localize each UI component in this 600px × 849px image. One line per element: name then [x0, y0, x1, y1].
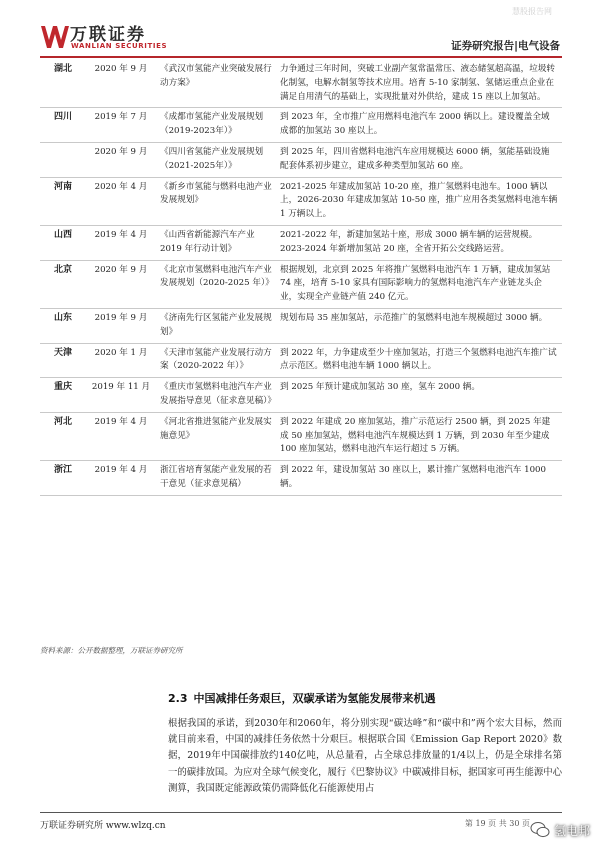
page-number: 第 19 页 共 30 页	[464, 819, 530, 828]
section-number: 2.3	[168, 692, 188, 705]
table-row	[40, 343, 562, 378]
footer-organization: 万联证券研究所 www.wlzq.cn	[40, 821, 166, 831]
wanlian-logo-icon	[40, 22, 70, 50]
goal-cell: 2021-2025 年建成加氢站 10-20 座，推广氢燃料电池车。1000 辆以上，2026-2030 年建成加氢站 10-50 座，推广应用各类氢燃料电池车辆 1 万辆以上。	[276, 177, 562, 225]
date-cell: 2020 年 9 月	[86, 60, 156, 108]
logo-chinese-name: 万联证券	[70, 25, 146, 45]
document-cell: 《北京市氢燃料电池汽车产业发展规划（2020-2025 年）》	[156, 260, 276, 308]
table-row	[40, 60, 562, 108]
hydrogen-policy-table	[40, 60, 562, 496]
goal-cell: 到 2022 年，力争建成至少十座加氢站，打造三个氢燃料电池汽车推广试点示范区。燃料电池车辆 1000 辆以上。	[276, 343, 562, 378]
date-cell: 2020 年 4 月	[86, 177, 156, 225]
goal-cell: 根据规划，北京到 2025 年将推广氢燃料电池汽车 1 万辆，建成加氢站 74 座，培育 5-10 家具有国际影响力的氢燃料电池汽车产业链龙头企业，实现全产业链产值 240 亿元。	[276, 260, 562, 308]
document-cell: 浙江省培育氢能产业发展的若干意见（征求意见稿）	[156, 461, 276, 496]
date-cell: 2019 年 4 月	[86, 412, 156, 460]
table-row	[40, 461, 562, 496]
date-cell: 2019 年 4 月	[86, 461, 156, 496]
watermark-text: 氢电邦	[553, 823, 590, 838]
document-cell: 《天津市氢能产业发展行动方案（2020-2022 年）》	[156, 343, 276, 378]
date-cell: 2019 年 9 月	[86, 308, 156, 343]
goal-cell: 到 2022 年建成 20 座加氢站，推广示范运行 2500 辆，到 2025 年建成 50 座加氢站，燃料电池汽车规模达到 1 万辆，到 2030 年至少建成 100 座加氢站，燃料电池汽车运行超过 5 万辆。	[276, 412, 562, 460]
section-heading	[168, 690, 436, 706]
date-cell: 2020 年 9 月	[86, 260, 156, 308]
date-cell: 2019 年 4 月	[86, 225, 156, 260]
document-cell: 《成都市氢能产业发展规划（2019-2023年）》	[156, 108, 276, 143]
document-cell: 《山西省新能源汽车产业 2019 年行动计划》	[156, 225, 276, 260]
table-row	[40, 108, 562, 143]
table-row	[40, 378, 562, 413]
province-cell: 四川	[40, 108, 86, 143]
table-row	[40, 225, 562, 260]
wechat-icon	[530, 821, 550, 839]
top-watermark: 慧股报告网	[512, 7, 552, 16]
province-cell	[40, 142, 86, 177]
goal-cell: 到 2025 年预计建成加氢站 30 座，氢车 2000 辆。	[276, 378, 562, 413]
page-header	[40, 22, 562, 56]
province-cell: 北京	[40, 260, 86, 308]
date-cell: 2019 年 7 月	[86, 108, 156, 143]
document-cell: 《济南先行区氢能产业发展规划》	[156, 308, 276, 343]
date-cell: 2020 年 9 月	[86, 142, 156, 177]
province-cell: 河北	[40, 412, 86, 460]
province-cell: 湖北	[40, 60, 86, 108]
province-cell: 山东	[40, 308, 86, 343]
table-row	[40, 260, 562, 308]
watermark-badge	[530, 819, 590, 841]
goal-cell: 力争通过三年时间，突破工业副产氢常温常压、液态储氢超高温，垃圾转化制氢，电解水制氢等技术应用。培育 5-10 家制氢、氢储运重点企业在满足自用清气的基础上，实现批量对外供给，建成 15 座以上加氢站。	[276, 60, 562, 108]
province-cell: 山西	[40, 225, 86, 260]
section-body-paragraph: 根据我国的承诺，到2030年和2060年，将分别实现“碳达峰”和“碳中和”两个宏大目标，然而就目前来看，中国的减排任务依然十分艰巨。根据联合国《Emission Gap Report 2020》数据，2019年中国碳排放约140亿吨，从总量看，占全球总排放量的1/4以上，仍是全球排名第一的碳排放国。为应对全球气候变化，履行《巴黎协议》中碳减排目标，据国家可再生能源中心测算，我国既定能源政策仍需降低化石能源使用占	[168, 718, 562, 794]
province-cell: 浙江	[40, 461, 86, 496]
report-type: 证券研究报告|电气设备	[451, 40, 560, 52]
province-cell: 天津	[40, 343, 86, 378]
header-divider	[40, 56, 562, 58]
date-cell: 2019 年 11 月	[86, 378, 156, 413]
province-cell: 重庆	[40, 378, 86, 413]
goal-cell: 到 2022 年，建设加氢站 30 座以上，累计推广氢燃料电池汽车 1000 辆。	[276, 461, 562, 496]
goal-cell: 到 2025 年，四川省燃料电池汽车应用规模达 6000 辆，氢能基础设施配套体系初步建立，建成多种类型加氢站 60 座。	[276, 142, 562, 177]
document-cell: 《重庆市氢燃料电池汽车产业发展指导意见（征求意见稿）》	[156, 378, 276, 413]
table-row	[40, 412, 562, 460]
section-title: 中国减排任务艰巨，双碳承诺为氢能发展带来机遇	[193, 692, 436, 705]
document-cell: 《武汉市氢能产业突破发展行动方案》	[156, 60, 276, 108]
logo-english-name: WANLIAN SECURITIES	[71, 42, 168, 50]
goal-cell: 到 2023 年，全市推广应用燃料电池汽车 2000 辆以上。建设覆盖全域成都的加氢站 30 座以上。	[276, 108, 562, 143]
document-cell: 《新乡市氢能与燃料电池产业发展规划》	[156, 177, 276, 225]
table-row	[40, 308, 562, 343]
table-source-note: 资料来源：公开数据整理，万联证券研究所	[40, 646, 183, 655]
document-cell: 《河北省推进氢能产业发展实施意见》	[156, 412, 276, 460]
date-cell: 2020 年 1 月	[86, 343, 156, 378]
footer-divider	[40, 812, 562, 813]
goal-cell: 2021-2022 年，新建加氢站十座，形成 3000 辆车辆的运营规模。2023-2024 年新增加氢站 20 座，全省开拓公交线路运营。	[276, 225, 562, 260]
province-cell: 河南	[40, 177, 86, 225]
goal-cell: 规划布局 35 座加氢站，示范推广的氢燃料电池车规模超过 3000 辆。	[276, 308, 562, 343]
table-row	[40, 177, 562, 225]
table-row	[40, 142, 562, 177]
document-cell: 《四川省氢能产业发展规划（2021-2025年）》	[156, 142, 276, 177]
company-logo	[40, 22, 180, 56]
policy-table-body	[40, 60, 562, 495]
